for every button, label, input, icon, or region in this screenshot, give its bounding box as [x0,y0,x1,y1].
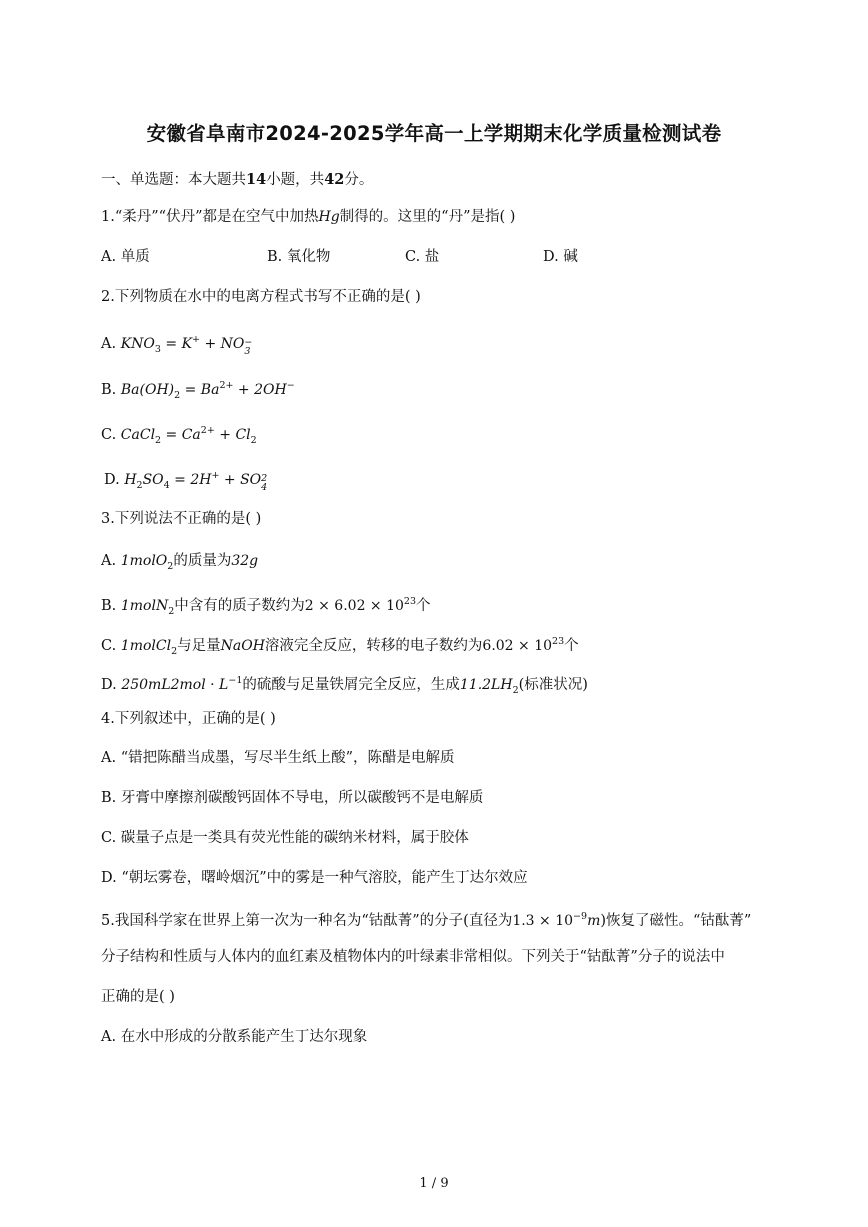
math-stack [244,338,252,356]
option-label: C. [101,427,117,443]
math: Hg [318,209,340,225]
option-text: 个 [564,638,579,654]
math: = 2H [169,472,212,488]
math: 11.2LH [459,677,513,693]
math-sub: 3 [244,346,251,357]
math-sup: −1 [228,675,243,686]
math: + Cl [214,427,251,443]
option-c: C. 盐 [405,249,440,265]
math: KNO [120,336,155,352]
option-text: 与足量 [177,638,221,654]
math: Ba(OH) [120,382,175,398]
section-text: 小题，共 [266,172,325,188]
option-label: D. [101,677,117,693]
math-sup: 2+ [219,380,234,391]
option-d [104,466,267,496]
question-text: )恢复了磁性。“钴酞菁” [600,913,752,929]
math-sup: 2+ [200,425,215,436]
question-1-options [101,247,661,267]
section-score: 42 [324,171,345,188]
math: m [587,913,601,929]
option-text: 溶液完全反应，转移的电子数约为 [264,638,483,654]
option-a: A. “错把陈醋当成墨，写尽半生纸上酸”，陈醋是电解质 [101,750,455,766]
math-sub: 2 [168,606,175,617]
option-b [101,592,431,622]
option-label: A. [101,553,117,569]
question-4-stem: 4.下列叙述中，正确的是( ) [101,711,276,727]
math: CaCl [120,427,156,443]
option-text: 中含有的质子数约为 [174,598,305,614]
question-text: 5.我国科学家在世界上第一次为一种名为“钴酞菁”的分子(直径为 [101,913,513,929]
math-sub: 2 [250,435,257,446]
math-sup: −9 [573,911,588,922]
math-sup: + [192,334,200,345]
question-5-stem-line-3: 正确的是( ) [101,989,175,1005]
option-a: A. 单质 [101,249,150,265]
math: 6.02 × 10 [482,638,553,654]
option-label: B. [101,382,117,398]
math-sub: 2 [174,390,181,401]
math-sup: − [244,337,253,348]
option-text: 的质量为 [173,553,232,569]
question-text: 制得的。这里的“丹”是指( ) [339,209,516,225]
math-sub: 2 [155,435,162,446]
option-c [101,632,579,662]
math: 1.3 × 10 [512,913,574,929]
question-2-stem: 2.下列物质在水中的电离方程式书写不正确的是( ) [101,289,421,305]
question-text: 1.“柔丹”“伏丹”都是在空气中加热 [101,209,319,225]
math: H [124,472,137,488]
math-sub: 4 [261,482,268,493]
option-b [101,376,295,406]
math: 32g [231,553,259,569]
math: = Ba [180,382,220,398]
math: 1molN [120,598,169,614]
math-stack [261,474,267,492]
math: + SO [219,472,262,488]
math: NaOH [220,638,265,654]
math: + 2OH [233,382,287,398]
math-sub: 4 [163,480,170,491]
question-5-stem-line-2: 分子结构和性质与人体内的血红素及植物体内的叶绿素非常相似。下列关于“钴酞菁”分子的说法中 [101,949,725,965]
option-label: A. [101,336,117,352]
page-title: 安徽省阜南市2024-2025学年高一上学期期末化学质量检测试卷 [146,122,722,145]
math-sup: − [286,380,295,391]
math: + NO [200,336,245,352]
option-b: B. 牙膏中摩擦剂碳酸钙固体不导电，所以碳酸钙不是电解质 [101,790,484,806]
option-a [101,330,252,360]
option-text: 个 [416,598,431,614]
section-text: 一、单选题：本大题共 [101,172,246,188]
question-5-stem [101,907,751,931]
math-sub: 2 [136,480,143,491]
math-sub: 2 [171,646,178,657]
option-label: C. [101,638,117,654]
option-a: A. 在水中形成的分散系能产生丁达尔现象 [101,1029,368,1045]
option-label: D. [104,472,120,488]
option-text: (标准状况) [518,677,588,693]
section-count: 14 [246,171,267,188]
option-text: 的硫酸与足量铁屑完全反应，生成 [242,677,460,693]
math-sup: 23 [403,596,417,607]
math-sup: + [211,470,220,481]
section-text: 分。 [344,172,374,188]
math: = K [160,336,193,352]
math: 2 × 6.02 × 10 [304,598,404,614]
option-d: D. 碱 [543,249,578,265]
math: SO [142,472,164,488]
option-d [101,671,588,701]
option-a [101,551,258,577]
option-c: C. 碳量子点是一类具有荧光性能的碳纳米材料，属于胶体 [101,830,469,846]
math: 1molCl [120,638,172,654]
question-1-stem [101,207,515,227]
option-b: B. 氧化物 [267,249,331,265]
page-number: 1 / 9 [419,1176,449,1191]
math: 1molO [120,553,168,569]
math-sup: 23 [552,636,565,647]
option-label: B. [101,598,117,614]
math-sub: 2 [512,685,519,696]
math: = Ca [161,427,201,443]
math-sub: 2 [167,561,174,572]
math: 250mL2mol · L [121,677,229,693]
section-heading [101,170,373,190]
option-d: D. “朝坛雾卷，曙岭烟沉”中的雾是一种气溶胶，能产生丁达尔效应 [101,870,528,886]
math-sub: 3 [154,344,161,355]
option-c [101,421,257,451]
math-sup: 2 [261,473,268,484]
question-3-stem: 3.下列说法不正确的是( ) [101,511,262,527]
